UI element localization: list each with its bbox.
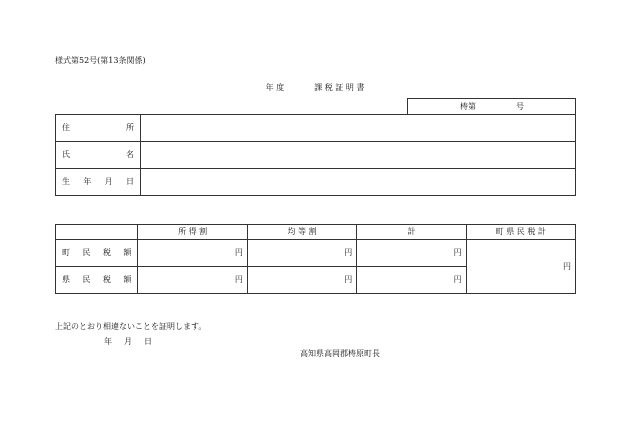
address-label-char: 住: [62, 123, 70, 132]
form-number-label: 様式第52号(第13条関係): [55, 56, 146, 65]
address-value: [141, 115, 576, 142]
name-label-char: 名: [126, 150, 134, 159]
document-title: [0, 84, 630, 92]
header-subtotal: 計: [357, 225, 466, 240]
combined-total-cell: 円: [466, 240, 575, 294]
title-year: 年 度: [265, 83, 285, 92]
issuer-name: 高知県高岡郡梼原町長: [300, 349, 380, 358]
prefectural-income-levy-cell: 円: [138, 267, 247, 294]
date-month-char: 月: [124, 337, 132, 346]
number-suffix: 号: [516, 102, 524, 111]
title-main: 課 税 証 明 書: [314, 83, 365, 92]
birthdate-label-char: 月: [104, 177, 113, 186]
tax-header-row: [56, 225, 576, 240]
municipal-income-levy-cell: 円: [138, 240, 247, 267]
municipal-tax-label-char: 税: [102, 248, 111, 257]
number-prefix: 梼第: [460, 102, 476, 111]
birthdate-label: [56, 169, 141, 196]
municipal-subtotal-cell: 円: [357, 240, 466, 267]
certificate-number-box: [407, 98, 576, 115]
prefectural-tax-label-char: 民: [82, 275, 91, 284]
prefectural-tax-label-char: 額: [123, 275, 132, 284]
address-row: [56, 115, 576, 142]
prefectural-subtotal-cell: 円: [357, 267, 466, 294]
date-day-char: 日: [144, 337, 152, 346]
name-row: [56, 142, 576, 169]
issue-date: [104, 338, 152, 346]
certification-statement: 上記のとおり相違ないことを証明します。: [55, 322, 207, 331]
birthdate-row: [56, 169, 576, 196]
date-year-char: 年: [104, 337, 112, 346]
name-label-char: 氏: [62, 150, 70, 159]
birthdate-label-char: 生: [62, 177, 70, 186]
personal-info-table: [55, 114, 576, 196]
tax-amount-table: [55, 224, 576, 294]
name-label: [56, 142, 141, 169]
municipal-per-capita-cell: 円: [247, 240, 356, 267]
address-label: [56, 115, 141, 142]
prefectural-tax-label-char: 税: [102, 275, 111, 284]
prefectural-tax-label: [56, 267, 138, 294]
header-income-levy: 所 得 割: [138, 225, 247, 240]
birthdate-label-char: 日: [125, 177, 134, 186]
prefectural-per-capita-cell: 円: [247, 267, 356, 294]
municipal-tax-label: [56, 240, 138, 267]
header-combined-total: 町 県 民 税 計: [466, 225, 575, 240]
municipal-tax-row: [56, 240, 576, 267]
municipal-tax-label-char: 民: [82, 248, 91, 257]
birthdate-label-char: 年: [83, 177, 92, 186]
municipal-tax-label-char: 額: [123, 248, 132, 257]
municipal-tax-label-char: 町: [62, 248, 70, 257]
prefectural-tax-label-char: 県: [62, 275, 70, 284]
tax-header-blank: [56, 225, 138, 240]
birthdate-value: [141, 169, 576, 196]
address-label-char: 所: [126, 123, 134, 132]
name-value: [141, 142, 576, 169]
header-per-capita-levy: 均 等 割: [247, 225, 356, 240]
